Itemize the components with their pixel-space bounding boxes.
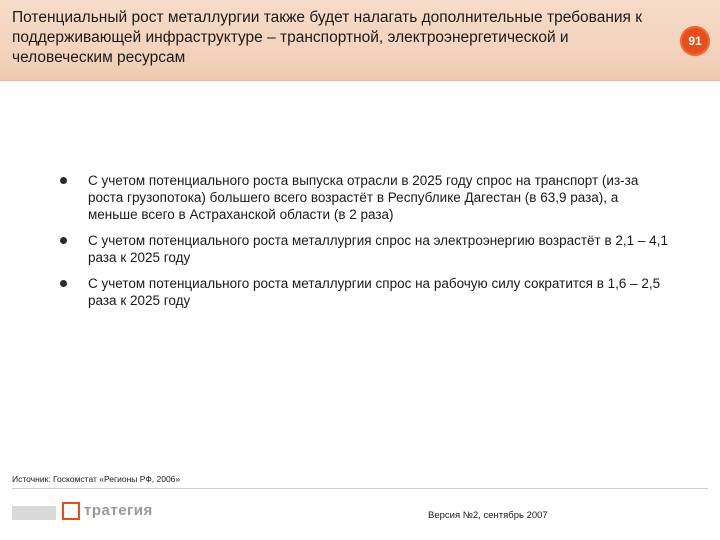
bullet-text: С учетом потенциального роста металлургии спрос на рабочую силу сократится в 1,6 – 2,5 раза к 2025 году	[88, 276, 661, 308]
bullet-item-transport	[60, 172, 670, 223]
bullet-text: С учетом потенциального роста выпуска отрасли в 2025 году спрос на транспорт (из-за роста грузопотока) большего всего возрастёт в Республике Дагестан (в 63,9 раза), а меньше всего в Астраханской области (в 2 раза)	[88, 173, 639, 222]
logo-text: тратегия	[84, 502, 153, 519]
company-logo	[12, 500, 172, 528]
page-number-badge: 91	[680, 26, 710, 56]
footer-divider	[12, 488, 708, 489]
source-note: Источник: Госкомстат «Регионы РФ, 2006»	[12, 474, 181, 484]
version-label: Версия №2, сентябрь 2007	[428, 510, 548, 521]
bullet-dot-icon	[60, 280, 67, 287]
logo-mark-icon	[12, 506, 56, 520]
bullet-item-electricity	[60, 232, 670, 266]
logo-box-icon	[62, 502, 80, 520]
title-header	[0, 0, 720, 81]
bullet-list	[60, 172, 670, 318]
bullet-item-labor	[60, 275, 670, 309]
slide-title: Потенциальный рост металлургии также будет налагать дополнительные требования к поддерживающей инфраструктуре – транспортной, электроэнергетической и человеческим ресурсам	[12, 9, 643, 66]
bullet-dot-icon	[60, 237, 67, 244]
bullet-text: С учетом потенциального роста металлургия спрос на электроэнергию возрастёт в 2,1 – 4,1 раза к 2025 году	[88, 233, 668, 265]
bullet-dot-icon	[60, 177, 67, 184]
